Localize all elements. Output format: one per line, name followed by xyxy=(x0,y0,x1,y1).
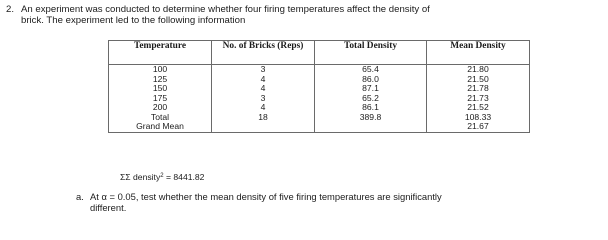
cell-bricks: 4 xyxy=(212,103,315,113)
cell-bricks: 3 xyxy=(212,65,315,75)
header-mean-density: Mean Density xyxy=(427,41,530,65)
cell-mean-density: 21.52 xyxy=(427,103,530,113)
total-mean-density: 108.33 xyxy=(427,113,530,123)
total-density: 389.8 xyxy=(315,113,427,123)
part-a-line-1 xyxy=(76,191,576,202)
cell-total-density: 87.1 xyxy=(315,84,427,94)
sum-of-squares-statement xyxy=(120,172,204,182)
cell-temperature: 200 xyxy=(109,103,212,113)
cell-temperature: 150 xyxy=(109,84,212,94)
cell-temperature: 100 xyxy=(109,65,212,75)
part-a-line-2: different. xyxy=(90,202,127,213)
question-line-1-text: An experiment was conducted to determine whether four firing temperatures affect the density of xyxy=(21,4,430,15)
part-a-question xyxy=(76,191,576,213)
grand-mean-empty-1 xyxy=(212,122,315,132)
cell-mean-density: 21.50 xyxy=(427,75,530,85)
header-temperature: Temperature xyxy=(109,41,212,65)
cell-temperature: 175 xyxy=(109,94,212,104)
grand-mean-empty-2 xyxy=(315,122,427,132)
table-row xyxy=(109,65,530,75)
cell-mean-density: 21.80 xyxy=(427,65,530,75)
sum-of-squares-lhs: ΣΣ density xyxy=(120,172,161,182)
cell-mean-density: 21.73 xyxy=(427,94,530,104)
cell-total-density: 86.1 xyxy=(315,103,427,113)
grand-mean-label: Grand Mean xyxy=(109,122,212,132)
cell-bricks: 4 xyxy=(212,84,315,94)
sum-of-squares-value: = 8441.82 xyxy=(163,172,205,182)
cell-mean-density: 21.78 xyxy=(427,84,530,94)
cell-bricks: 3 xyxy=(212,94,315,104)
total-label: Total xyxy=(109,113,212,123)
density-table xyxy=(108,40,530,133)
total-bricks: 18 xyxy=(212,113,315,123)
cell-temperature: 125 xyxy=(109,75,212,85)
part-a-label: a. xyxy=(76,191,84,202)
cell-total-density: 65.4 xyxy=(315,65,427,75)
question-text xyxy=(6,4,586,26)
cell-total-density: 86.0 xyxy=(315,75,427,85)
question-line-1 xyxy=(6,4,586,15)
sum-of-squares-exponent: 2 xyxy=(160,173,164,179)
header-bricks: No. of Bricks (Reps) xyxy=(212,41,315,65)
cell-bricks: 4 xyxy=(212,75,315,85)
table-grand-mean-row xyxy=(109,122,530,132)
cell-total-density: 65.2 xyxy=(315,94,427,104)
header-total-density: Total Density xyxy=(315,41,427,65)
grand-mean-value: 21.67 xyxy=(427,122,530,132)
question-line-2: brick. The experiment led to the following information xyxy=(21,15,246,26)
part-a-line-1-text: At α = 0.05, test whether the mean density of five firing temperatures are significantly xyxy=(90,191,442,202)
table-header-row xyxy=(109,41,530,65)
question-number: 2. xyxy=(6,4,15,15)
